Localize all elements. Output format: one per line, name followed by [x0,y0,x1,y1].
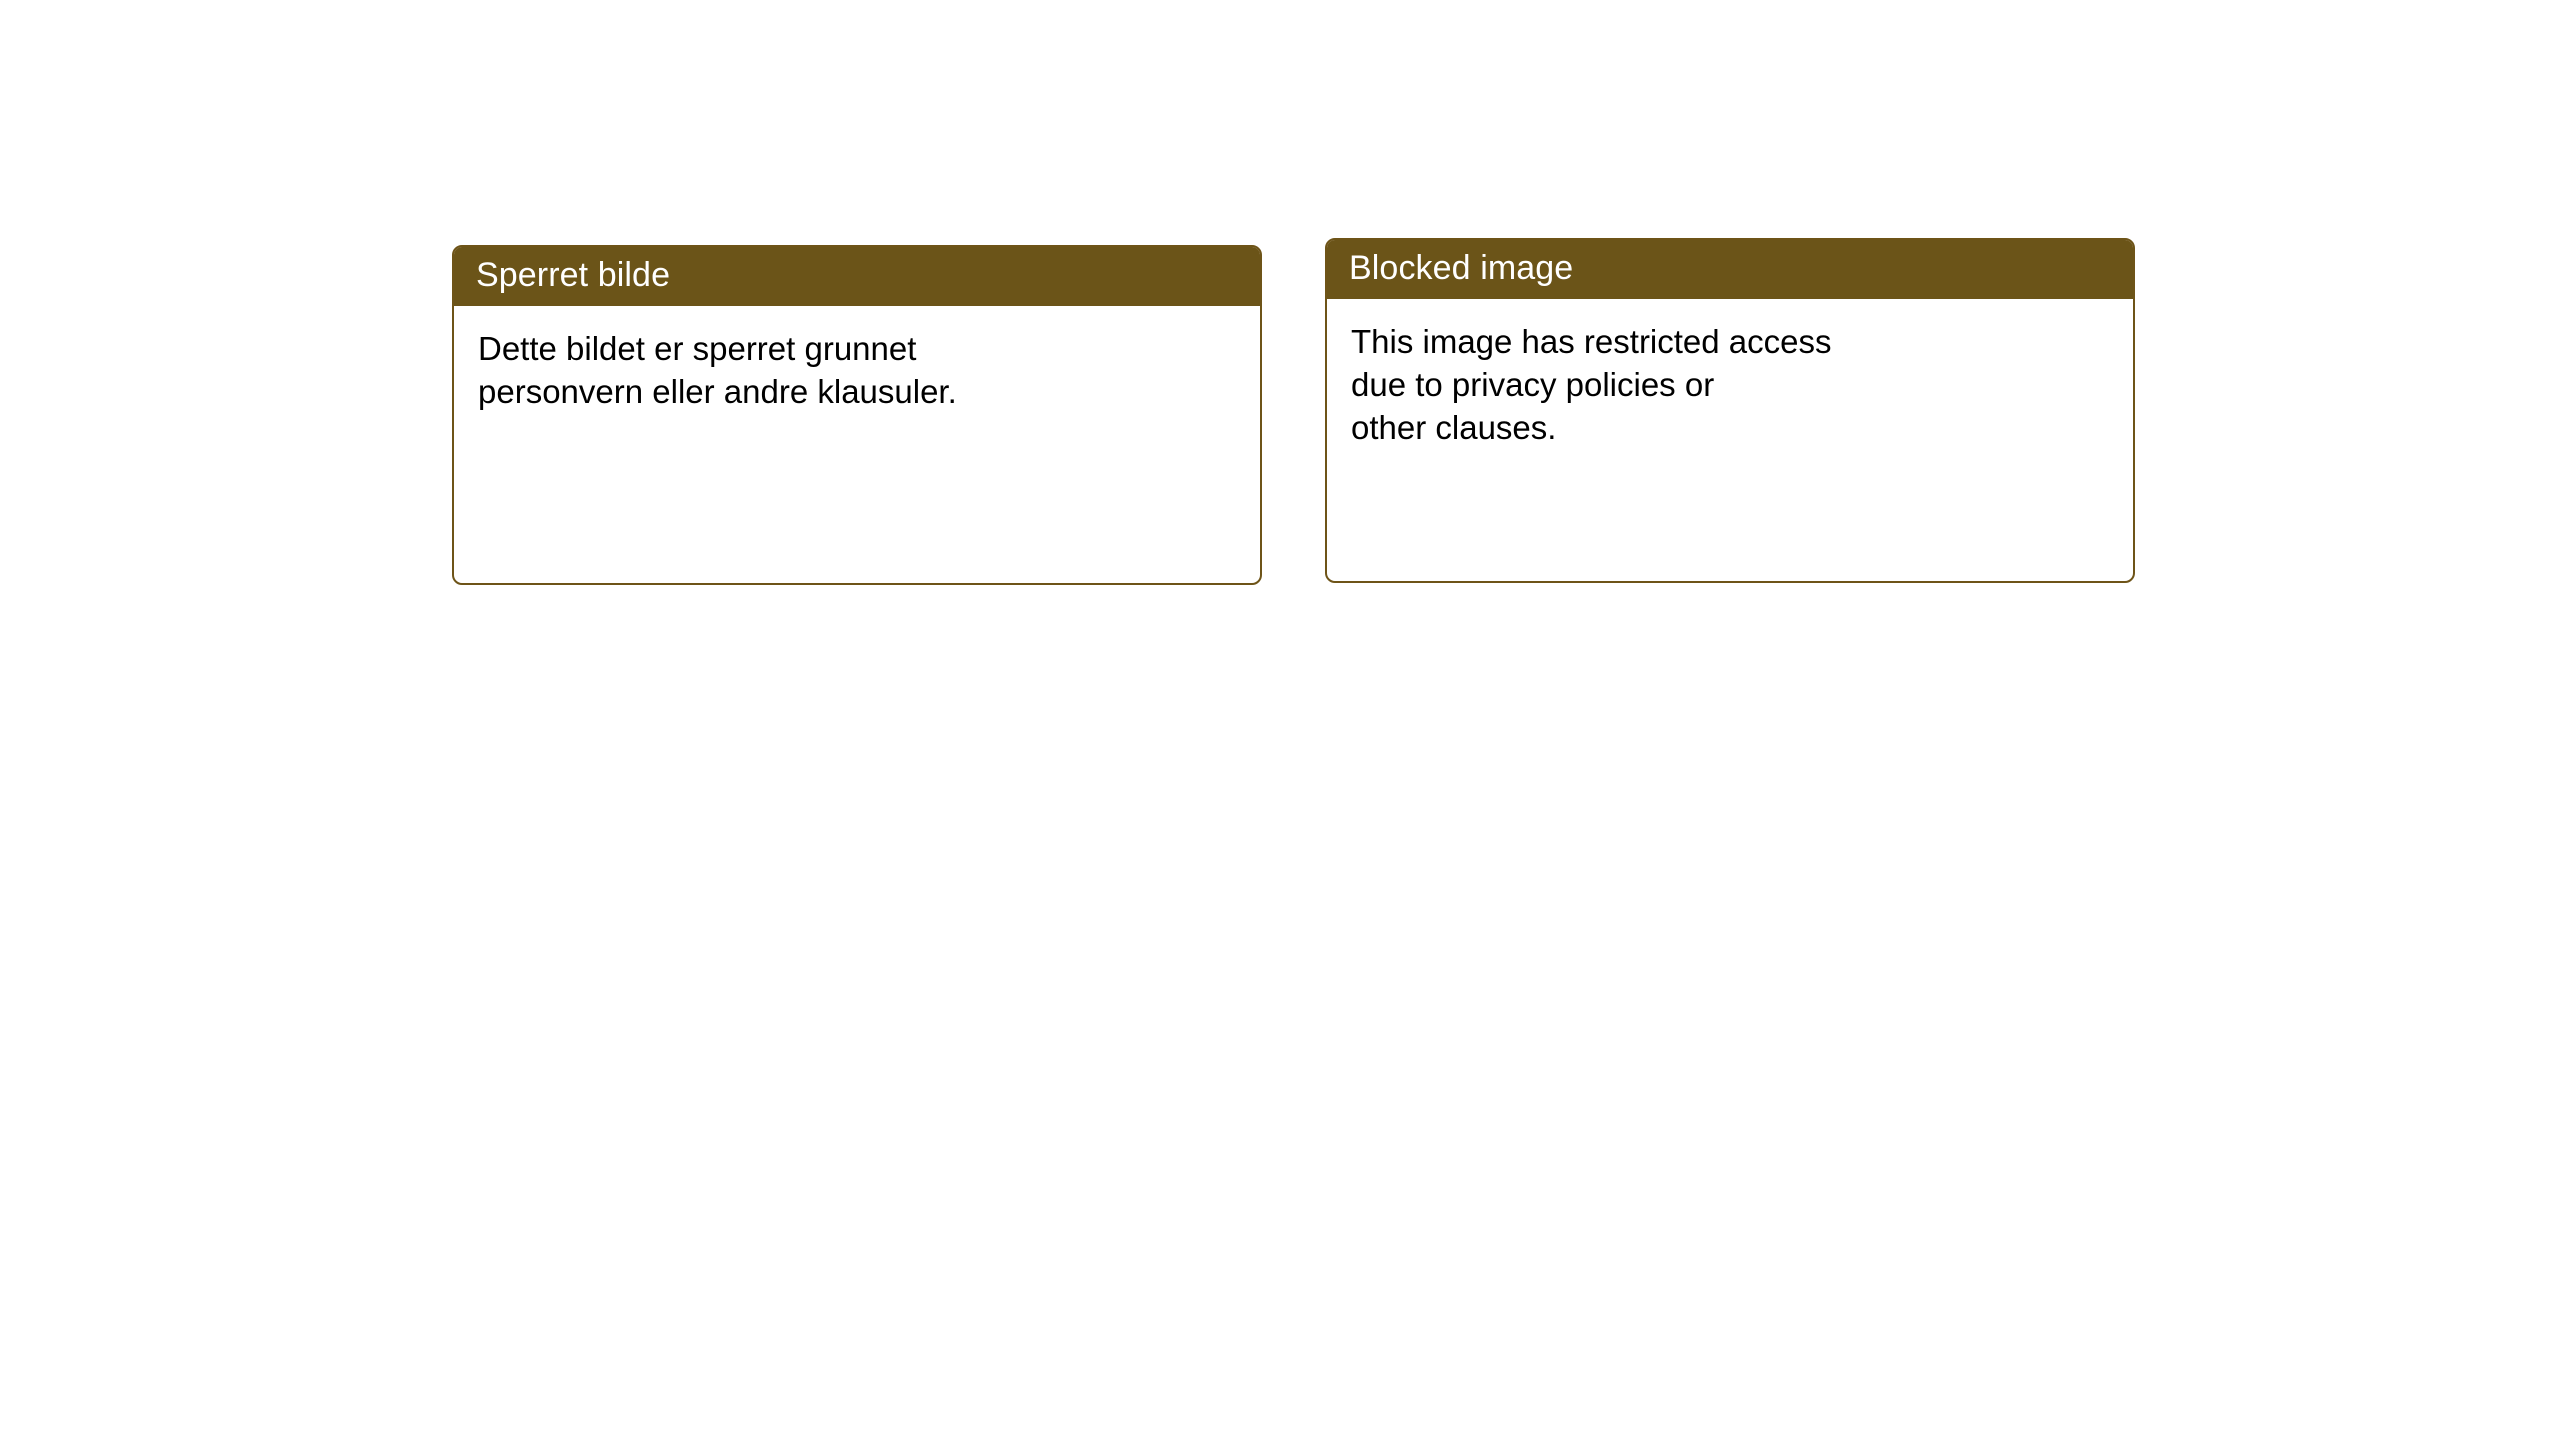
card-body-line: other clauses. [1351,409,1557,447]
blocked-image-notice-no [452,245,1262,585]
card-body-line: due to privacy policies or [1351,366,1715,404]
card-title-en: Blocked image [1327,240,2133,299]
card-body-no [454,306,1260,436]
card-title-no: Sperret bilde [454,247,1260,306]
card-body-line: This image has restricted access [1351,323,1832,361]
card-body-line: Dette bildet er sperret grunnet [478,330,917,368]
card-body-line: personvern eller andre klausuler. [478,373,957,411]
blocked-image-notice-en [1325,238,2135,583]
card-body-en [1327,299,2133,472]
